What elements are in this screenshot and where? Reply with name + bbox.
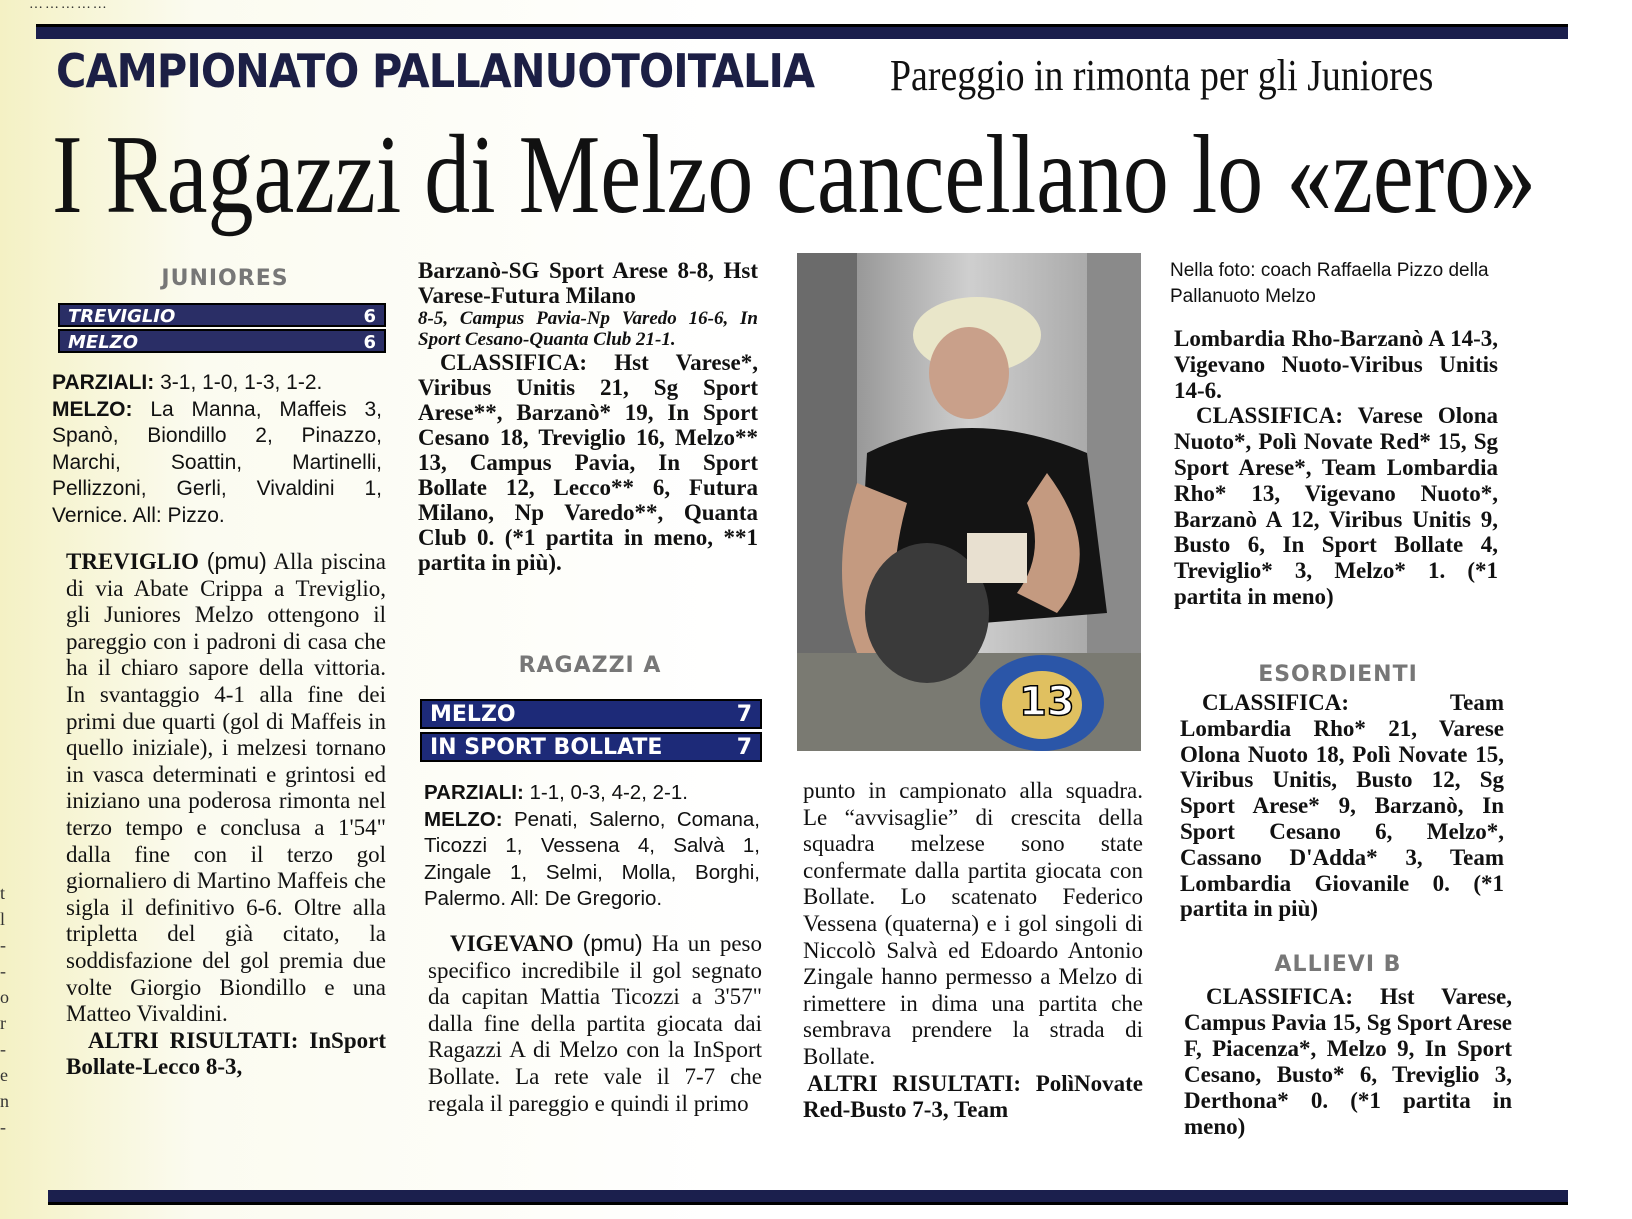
team-score: 6: [363, 332, 376, 353]
parziali-label: PARZIALI:: [424, 781, 524, 804]
col4-allievi: [1184, 984, 1512, 1140]
coach-photo: [797, 253, 1141, 751]
scorebar-melzo-ragazzi: [420, 699, 762, 729]
parziali-label: PARZIALI:: [52, 371, 155, 394]
top-rule: [36, 24, 1568, 39]
top-text-strip: … … … … …: [30, 0, 107, 12]
classifica-esordienti: CLASSIFICA: Team Lombardia Rho* 21, Varese Olona Nuoto 18, Polì Novate 15, Viribus Unitis, Busto 12, Sg Sport Arese* 9, Barzanò, In Sport Cesano 6, Melzo*, Cassano D'Adda* 3, Team Lombardia Giovanile 0. (*1 partita in più): [1180, 690, 1504, 922]
col4-esordienti: [1180, 690, 1504, 922]
team-name: MELZO: [430, 702, 516, 727]
melzo-roster: Penati, Salerno, Comana, Ticozzi 1, Vessena 4, Salvà 1, Zingale 1, Selmi, Molla, Borghi, Palermo. All: De Gregorio.: [424, 807, 760, 910]
byline: (pmu): [582, 930, 643, 956]
ragazzi-article: [428, 930, 762, 1117]
team-score: 6: [363, 306, 376, 327]
melzo-roster: La Manna, Maffeis 3, Spanò, Biondillo 2, Pinazzo, Marchi, Soattin, Martinelli, Pellizzoni, Gerli, Vivaldini 1, Vernice. All: Pizzo.: [52, 397, 382, 527]
allievi-heading: ALLIEVI B: [1274, 952, 1402, 977]
team-name: MELZO: [68, 332, 139, 353]
scorebar-treviglio: [58, 303, 386, 327]
headline: I Ragazzi di Melzo cancellano lo «zero»: [52, 113, 1537, 237]
team-name: IN SPORT BOLLATE: [430, 735, 663, 760]
section-label: CAMPIONATO PALLANUOTOITALIA: [56, 44, 815, 98]
col2-results: [418, 258, 758, 575]
juniores-article: [66, 548, 386, 1081]
cap-number: 13: [1019, 679, 1075, 725]
team-score: 7: [736, 735, 752, 760]
altri-results: PolìNovate Red-Busto 7-3, Team: [803, 1070, 1144, 1123]
article-body: punto in campionato alla squadra. Le “avvisaglie” di crescita della squadra melzese sono state confermate dalla partita giocata con Bollate. Lo scatenato Federico Vessena (quaterna) e i gol singoli di Niccolò Salvà ed Edoardo Antonio Zingale hanno permesso a Melzo di rimettere in dima una partita che sembrava prendere la strada di Bollate.: [803, 778, 1143, 1069]
kicker: Pareggio in rimonta per gli Juniores: [890, 51, 1434, 100]
melzo-label: MELZO:: [52, 397, 133, 421]
bottom-rule: [48, 1190, 1568, 1205]
scorebar-melzo: [58, 329, 386, 353]
team-name: TREVIGLIO: [68, 306, 176, 327]
article-body: Ha un peso specifico incredibile il gol segnato da capitan Mattia Ticozzi a 3'57" dalla fine della partita giocata dai Ragazzi A di Melzo con la InSport Bollate. La rete vale il 7-7 che regala il pareggio e quindi il primo: [428, 931, 763, 1116]
parziali: 3-1, 1-0, 1-3, 1-2.: [160, 371, 323, 394]
edge-letters: t l - - o r - e n -: [0, 883, 9, 1137]
team-score: 7: [736, 702, 752, 727]
ragazzi-heading: RAGAZZI A: [518, 653, 662, 678]
photo-illustration: [797, 253, 1141, 751]
parziali: 1-1, 0-3, 4-2, 2-1.: [529, 781, 688, 804]
altri-label: ALTRI RISULTATI:: [807, 1070, 1022, 1096]
classifica-juniores: CLASSIFICA: Hst Varese*, Viribus Unitis 21, Sg Sport Arese**, Barzanò* 19, In Sport Cesano 18, Treviglio 16, Melzo** 13, Campus Pavia, In Sport Bollate 12, Lecco** 6, Futura Milano, Np Varedo**, Quanta Club 0. (*1 partita in meno, **1 partita in più).: [418, 350, 758, 575]
altri-results: InSport Bollate-Lecco 8-3,: [66, 1027, 386, 1080]
juniores-heading: JUNIORES: [161, 266, 289, 291]
juniores-tabellino: [52, 370, 382, 529]
article-body: Alla piscina di via Abate Crippa a Treviglio, gli Juniores Melzo ottengono il pareggio con i padroni di casa che ha il chiaro sapore della vittoria. In svantaggio 4-1 alla fine dei primi due quarti (gol di Maffeis in quello iniziale), i melzesi tornano in vasca determinati e grintosi ed iniziano una poderosa rimonta nel terzo tempo e conclusa a 1'54" dalla fine con il terzo gol giornaliero di Martino Maffeis che sigla il definitivo 6-6. Oltre alla tripletta del già citato, la soddisfazione del gol premia due volte Giorgio Biondillo e una Matteo Vivaldini.: [66, 549, 387, 1027]
results-cont-1: Barzanò-SG Sport Arese 8-8, Hst Varese-Futura Milano: [418, 258, 758, 308]
results-cont: Lombardia Rho-Barzanò A 14-3, Vigevano Nuoto-Viribus Unitis 14-6.: [1174, 326, 1498, 403]
scorebar-bollate: [420, 732, 762, 762]
photo-caption: Nella foto: coach Raffaella Pizzo della Pallanuoto Melzo: [1170, 260, 1489, 307]
altri-label: ALTRI RISULTATI:: [88, 1027, 299, 1053]
melzo-label: MELZO:: [424, 807, 503, 831]
col3-article: [803, 778, 1143, 1124]
classifica-ragazzi: CLASSIFICA: Varese Olona Nuoto*, Polì Novate Red* 15, Sg Sport Arese*, Team Lombardia Rho* 13, Vigevano Nuoto*, Barzanò A 12, Viribus Unitis 9, Busto 6, In Sport Bollate 4, Treviglio* 3, Melzo* 1. (*1 partita in meno): [1174, 403, 1498, 609]
byline: (pmu): [206, 548, 267, 574]
classifica-allievi: CLASSIFICA: Hst Varese, Campus Pavia 15, Sg Sport Arese F, Piacenza*, Melzo 9, In Sport Cesano, Busto* 6, Treviglio 3, Derthona* 0. (*1 partita in meno): [1184, 984, 1512, 1139]
esordienti-heading: ESORDIENTI: [1258, 662, 1418, 687]
ragazzi-tabellino: [424, 780, 760, 913]
col4-results: [1174, 326, 1498, 610]
results-cont-2: 8-5, Campus Pavia-Np Varedo 16-6, In Sport Cesano-Quanta Club 21-1.: [418, 308, 758, 350]
dateline: TREVIGLIO: [66, 549, 199, 574]
dateline: VIGEVANO: [450, 931, 574, 956]
